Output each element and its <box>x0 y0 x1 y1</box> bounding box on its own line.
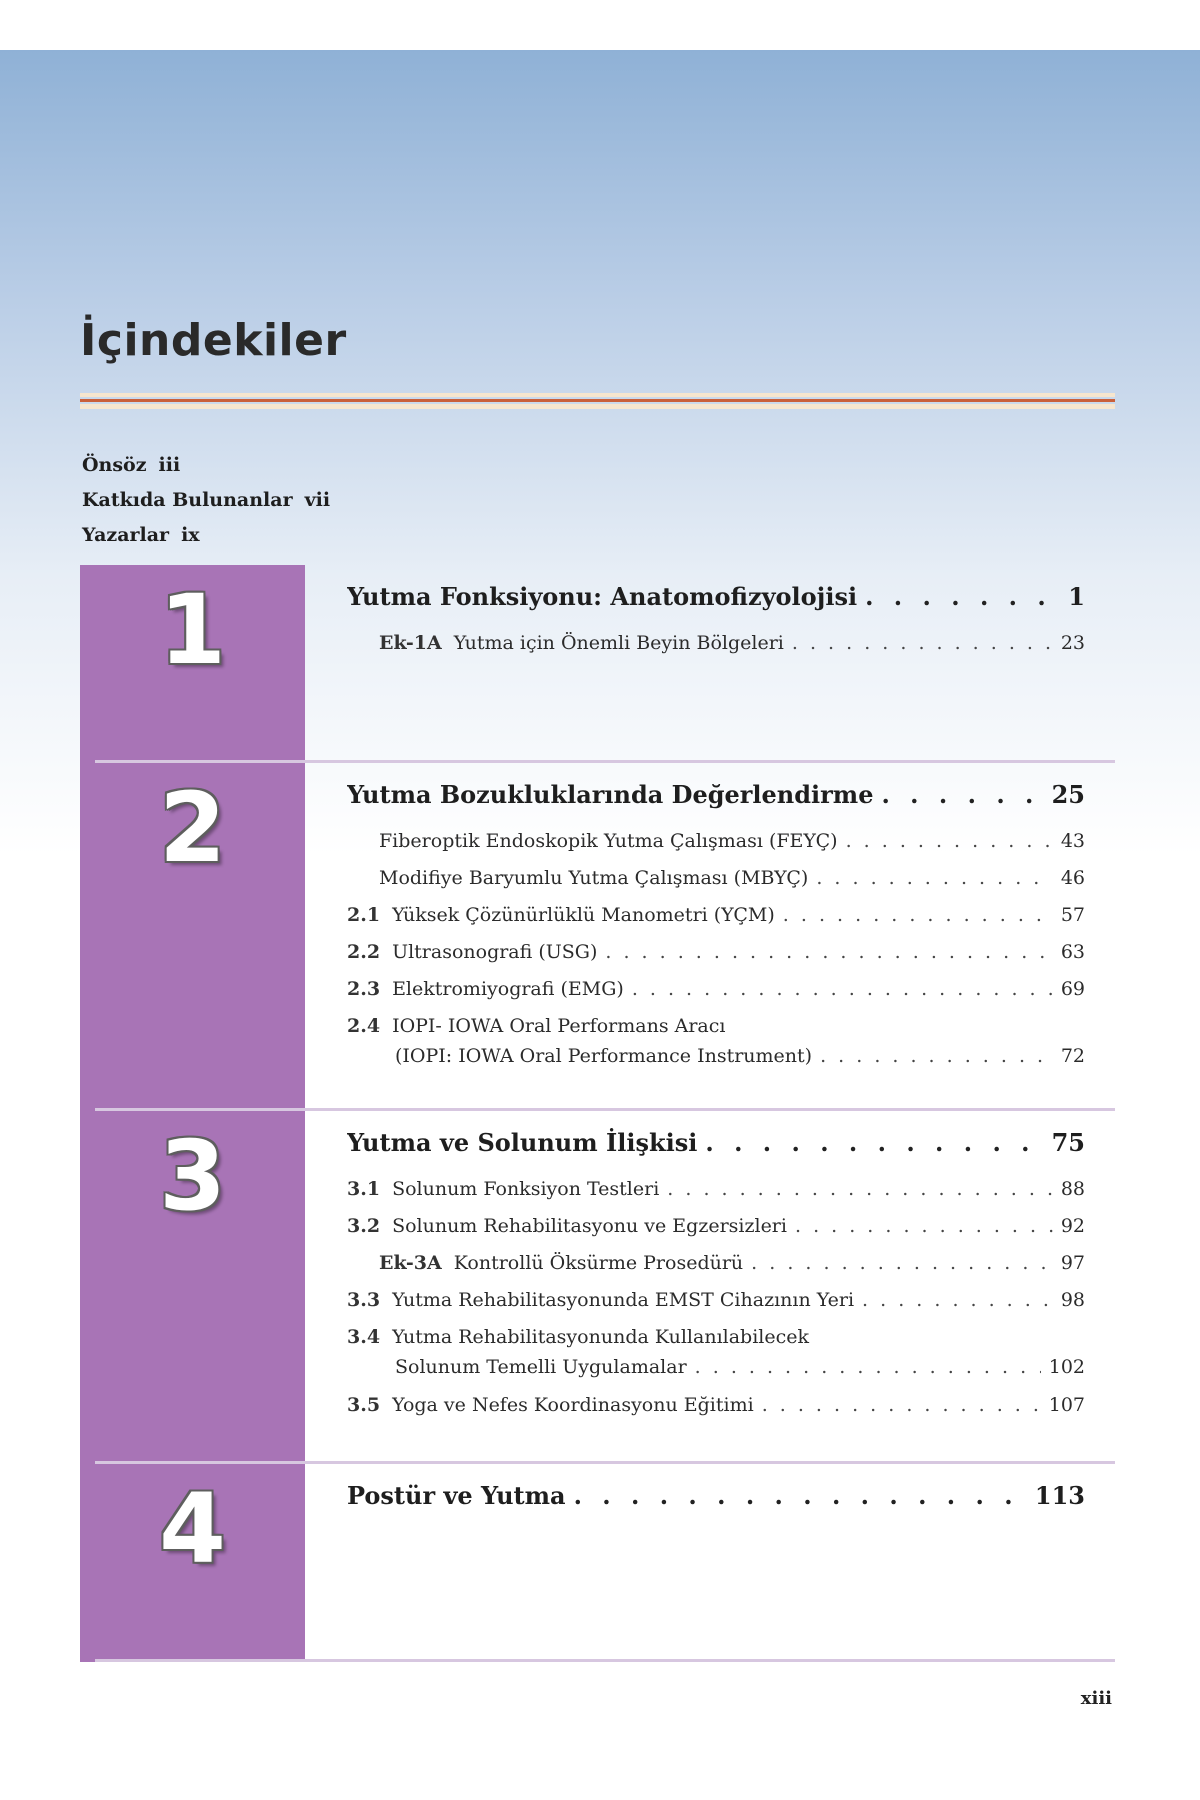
section-entry-continuation[interactable] <box>347 1045 1085 1083</box>
section-title: Modifiye Baryumlu Yutma Çalışması (MBYÇ) <box>379 867 809 889</box>
section-entry[interactable] <box>347 1326 1085 1356</box>
dot-leader <box>820 1045 1053 1067</box>
chapter-1-block <box>80 565 1115 763</box>
chapter-number: 2 <box>159 772 226 884</box>
chapter-title: Yutma ve Solunum İlişkisi <box>347 1128 698 1157</box>
chapter-title: Postür ve Yutma <box>347 1481 566 1510</box>
section-code: 3.2 <box>347 1215 381 1237</box>
section-page-number: 92 <box>1060 1215 1085 1237</box>
chapter-title-entry[interactable] <box>347 1481 1085 1531</box>
front-matter-page: ix <box>181 524 200 546</box>
section-title: Elektromiyografi (EMG) <box>392 978 624 1000</box>
section-entry[interactable] <box>347 1178 1085 1215</box>
section-entry[interactable] <box>347 1215 1085 1252</box>
section-page-number: 46 <box>1060 867 1085 889</box>
section-title: Solunum Rehabilitasyonu ve Egzersizleri <box>392 1215 787 1237</box>
section-title: Fiberoptik Endoskopik Yutma Çalışması (FEYÇ) <box>379 830 838 852</box>
dot-leader <box>751 1252 1053 1274</box>
section-title: Kontrollü Öksürme Prosedürü <box>453 1252 744 1274</box>
section-entry[interactable] <box>347 1015 1085 1045</box>
section-code: 2.2 <box>347 941 381 963</box>
section-page-number: 43 <box>1060 830 1085 852</box>
chapter-title-entry[interactable] <box>347 780 1085 830</box>
section-code: Ek-3A <box>379 1252 442 1274</box>
section-title: Yoga ve Nefes Koordinasyonu Eğitimi <box>392 1394 754 1416</box>
section-title: IOPI- IOWA Oral Performans Aracı <box>392 1015 726 1037</box>
chapter-page-number: 113 <box>1034 1481 1085 1510</box>
chapter-number: 3 <box>159 1120 226 1232</box>
dot-leader <box>865 582 1060 611</box>
dot-leader <box>816 867 1052 889</box>
section-code: 2.1 <box>347 904 381 926</box>
chapter-3-block <box>80 1111 1115 1464</box>
dot-leader <box>783 904 1053 926</box>
dot-leader <box>795 1215 1053 1237</box>
section-page-number: 98 <box>1060 1289 1085 1311</box>
chapter-page-number: 25 <box>1051 780 1085 809</box>
section-page-number: 69 <box>1060 978 1085 1000</box>
section-page-number: 102 <box>1048 1356 1085 1378</box>
section-title: Solunum Fonksiyon Testleri <box>392 1178 660 1200</box>
chapter-page-number: 75 <box>1051 1128 1085 1157</box>
section-title: Yutma Rehabilitasyonunda Kullanılabilecek <box>392 1326 810 1348</box>
section-page-number: 72 <box>1060 1045 1085 1067</box>
chapter-title: Yutma Fonksiyonu: Anatomofizyolojisi <box>347 582 858 611</box>
section-entry-continuation[interactable] <box>347 1356 1085 1394</box>
dot-leader <box>792 632 1053 654</box>
chapter-title-entry[interactable] <box>347 1128 1085 1178</box>
section-title-continued: Solunum Temelli Uygulamalar <box>395 1356 687 1378</box>
chapter-title-entry[interactable] <box>347 582 1085 632</box>
section-page-number: 88 <box>1060 1178 1085 1200</box>
section-title: Ultrasonografi (USG) <box>392 941 598 963</box>
section-title-continued: (IOPI: IOWA Oral Performance Instrument) <box>395 1045 813 1067</box>
section-entry[interactable] <box>347 941 1085 978</box>
chapter-entries <box>347 582 1085 669</box>
front-matter-label: Önsöz <box>82 454 147 476</box>
dot-leader <box>846 830 1053 852</box>
front-matter-item[interactable] <box>82 483 330 518</box>
section-page-number: 57 <box>1060 904 1085 926</box>
chapter-title: Yutma Bozukluklarında Değerlendirme <box>347 780 874 809</box>
dot-leader <box>632 978 1053 1000</box>
section-title: Yüksek Çözünürlüklü Manometri (YÇM) <box>392 904 775 926</box>
dot-leader <box>667 1178 1053 1200</box>
section-entry[interactable] <box>347 904 1085 941</box>
chapter-separator <box>95 1659 1115 1662</box>
section-code: 3.1 <box>347 1178 381 1200</box>
chapter-entries <box>347 780 1085 1083</box>
section-page-number: 107 <box>1048 1394 1085 1416</box>
chapter-entries <box>347 1481 1085 1531</box>
front-matter-page: vii <box>304 489 331 511</box>
section-code: Ek-1A <box>379 632 442 654</box>
section-code: 3.5 <box>347 1394 381 1416</box>
section-entry[interactable] <box>347 978 1085 1015</box>
dot-leader <box>705 1128 1043 1157</box>
title-rule-top <box>80 393 1115 397</box>
front-matter-label: Yazarlar <box>82 524 170 546</box>
section-entry[interactable] <box>347 867 1085 904</box>
chapter-number: 4 <box>159 1473 226 1585</box>
dot-leader <box>695 1356 1041 1378</box>
dot-leader <box>862 1289 1053 1311</box>
section-entry[interactable] <box>347 632 1085 669</box>
title-rule-bottom <box>80 404 1115 409</box>
chapter-page-number: 1 <box>1068 582 1085 611</box>
chapter-2-block <box>80 763 1115 1111</box>
dot-leader <box>881 780 1043 809</box>
dot-leader <box>605 941 1052 963</box>
front-matter-list <box>82 448 330 553</box>
chapter-4-block <box>80 1464 1115 1662</box>
front-matter-item[interactable] <box>82 518 330 553</box>
section-page-number: 97 <box>1060 1252 1085 1274</box>
front-matter-item[interactable] <box>82 448 330 483</box>
section-entry[interactable] <box>347 830 1085 867</box>
section-page-number: 23 <box>1060 632 1085 654</box>
section-code: 2.4 <box>347 1015 381 1037</box>
section-title: Yutma Rehabilitasyonunda EMST Cihazının Yeri <box>392 1289 855 1311</box>
section-code: 2.3 <box>347 978 381 1000</box>
title-rule-accent <box>80 399 1115 402</box>
chapter-number: 1 <box>159 574 226 686</box>
section-code: 3.3 <box>347 1289 381 1311</box>
section-entry[interactable] <box>347 1252 1085 1289</box>
front-matter-label: Katkıda Bulunanlar <box>82 489 293 511</box>
section-page-number: 63 <box>1060 941 1085 963</box>
section-code: 3.4 <box>347 1326 381 1348</box>
dot-leader <box>762 1394 1041 1416</box>
section-title: Yutma için Önemli Beyin Bölgeleri <box>453 632 784 654</box>
page-folio: xiii <box>1080 1688 1112 1709</box>
chapter-entries <box>347 1128 1085 1431</box>
section-entry[interactable] <box>347 1289 1085 1326</box>
front-matter-page: iii <box>158 454 181 476</box>
section-entry[interactable] <box>347 1394 1085 1431</box>
dot-leader <box>574 1481 1027 1510</box>
page-title: İçindekiler <box>80 315 347 366</box>
